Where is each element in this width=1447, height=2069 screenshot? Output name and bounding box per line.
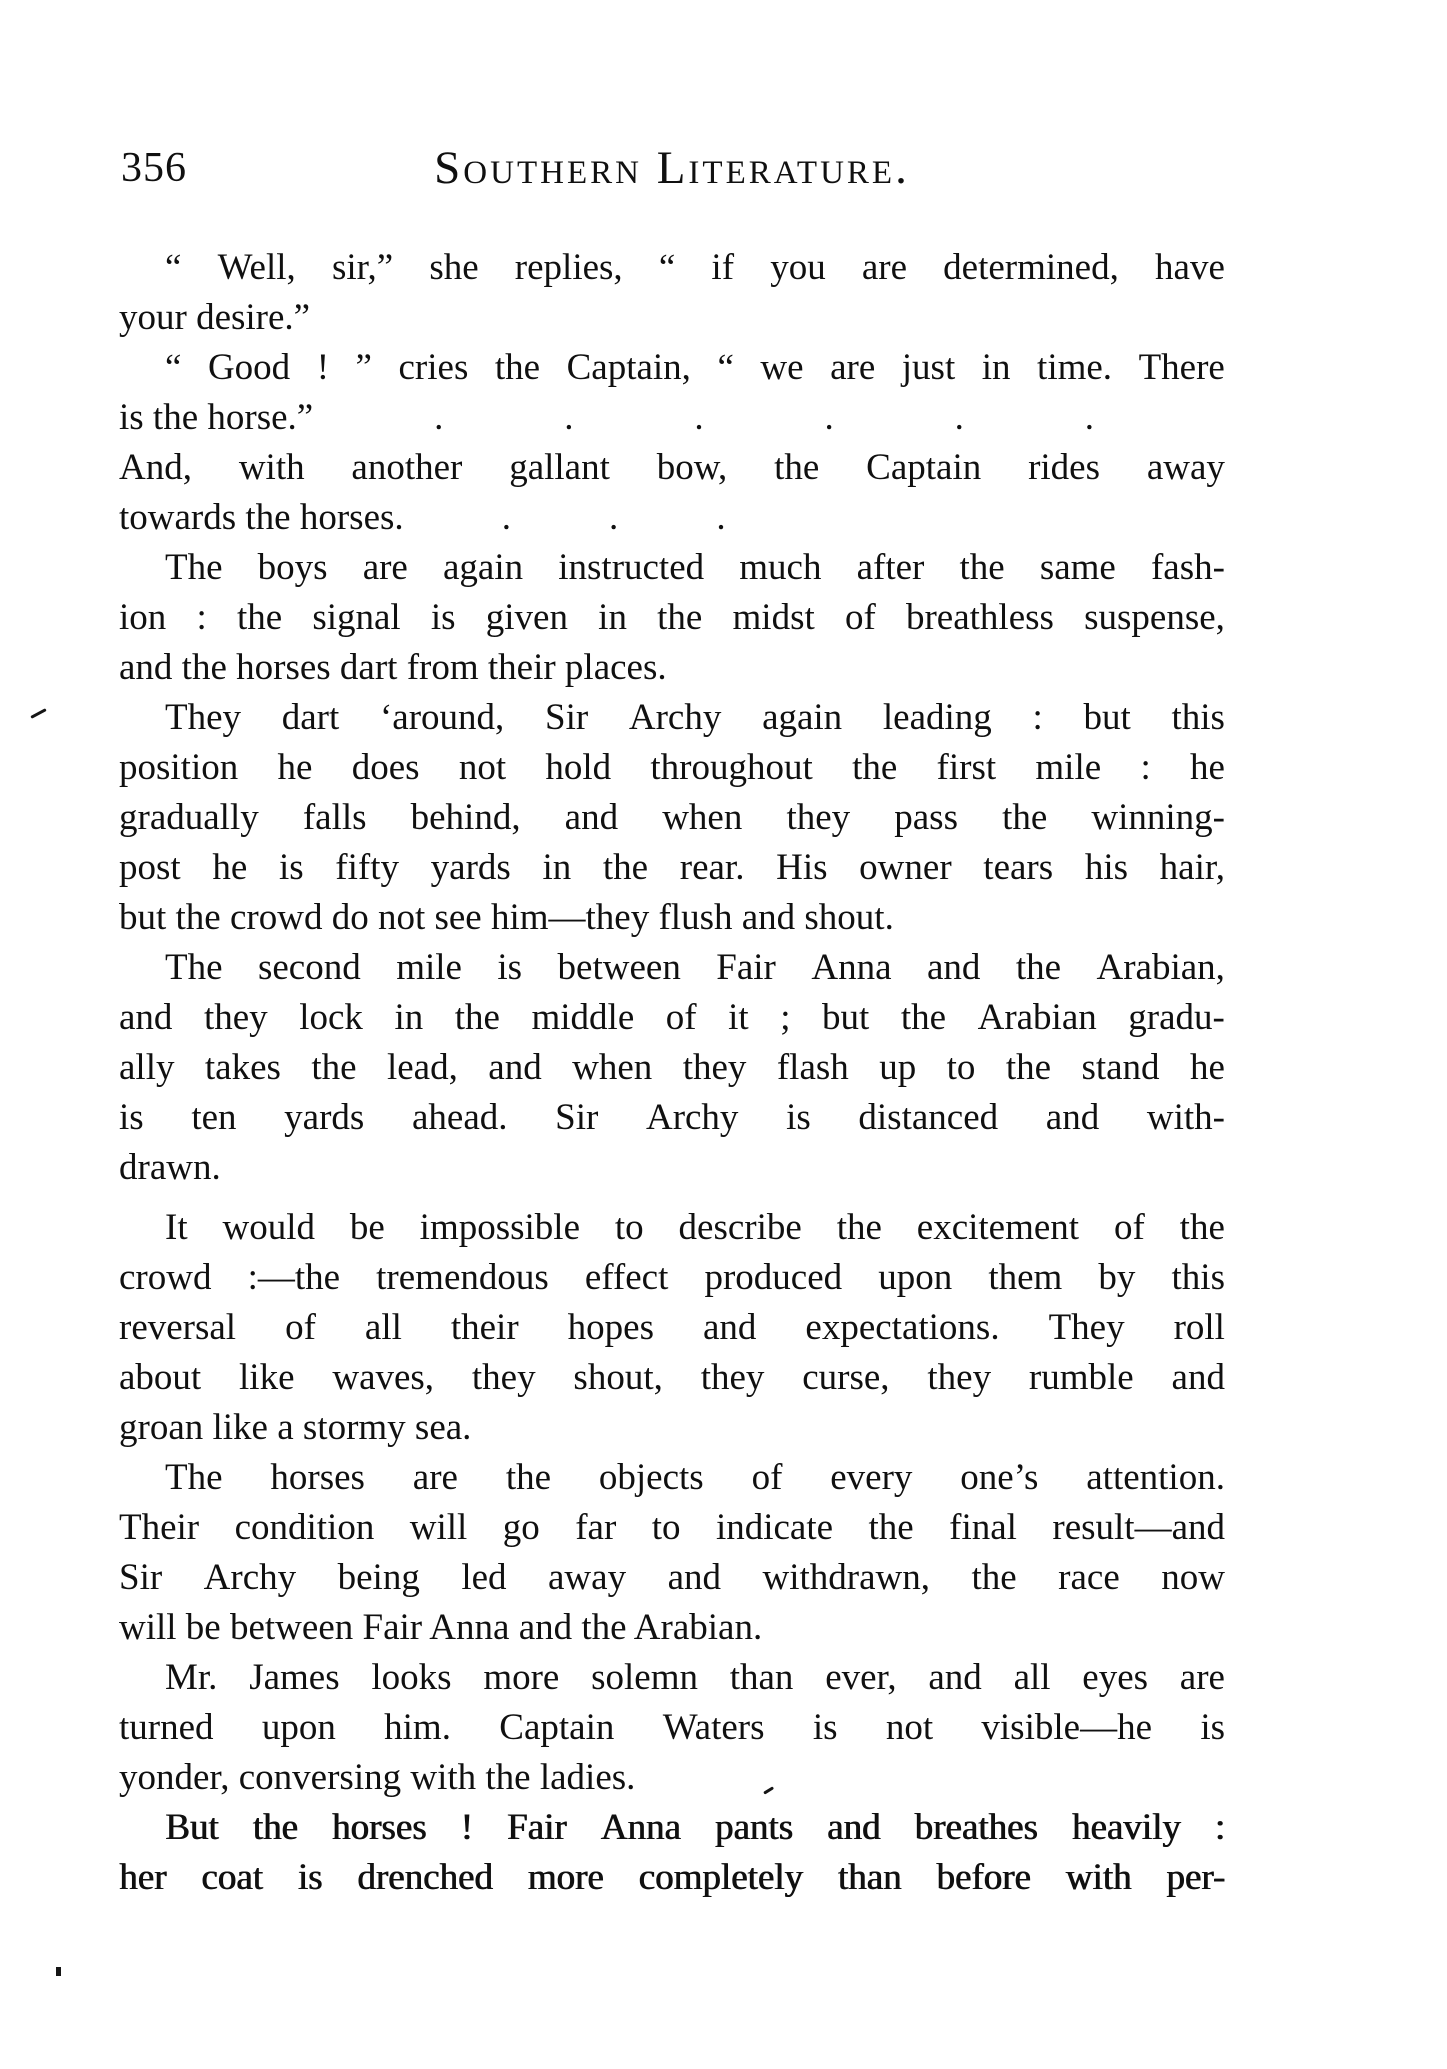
text-line: “ Good ! ” cries the Captain, “ we are just in time. There bbox=[165, 347, 1225, 388]
text-line: reversal of all their hopes and expectations. They roll bbox=[119, 1307, 1225, 1348]
bottom-left-speck bbox=[56, 1967, 61, 1976]
text-line-fragment: towards the horses. bbox=[119, 497, 404, 538]
ellipsis-dot: . bbox=[694, 397, 704, 438]
text-line: her coat is drenched more completely than before with per- bbox=[119, 1857, 1225, 1898]
text-line: Mr. James looks more solemn than ever, and all eyes are bbox=[165, 1657, 1225, 1698]
text-line: crowd :—the tremendous effect produced upon them by this bbox=[119, 1257, 1225, 1298]
ellipsis-dot: . bbox=[1084, 397, 1095, 438]
text-line: The second mile is between Fair Anna and the Arabian, bbox=[165, 947, 1225, 988]
text-line: post he is fifty yards in the rear. His owner tears his hair, bbox=[119, 847, 1225, 888]
text-line-fragment: is the horse.” bbox=[119, 397, 314, 438]
text-line: gradually falls behind, and when they pass the winning- bbox=[119, 797, 1225, 838]
text-line bbox=[119, 493, 1225, 543]
text-line: It would be impossible to describe the excitement of the bbox=[165, 1207, 1225, 1248]
ellipsis-dot: . bbox=[501, 497, 511, 538]
text-line: will be between Fair Anna and the Arabian. bbox=[119, 1607, 763, 1648]
text-line: The horses are the objects of every one’s attention. bbox=[165, 1457, 1225, 1498]
left-margin-mark bbox=[30, 708, 46, 719]
page-number: 356 bbox=[121, 145, 187, 191]
page-title: Southern Literature. bbox=[434, 142, 910, 194]
text-line: ion : the signal is given in the midst of breathless suspense, bbox=[119, 597, 1225, 638]
text-line: groan like a stormy sea. bbox=[119, 1407, 472, 1448]
text-line: ally takes the lead, and when they flash up to the stand he bbox=[119, 1047, 1225, 1088]
ellipsis-dot: . bbox=[954, 397, 964, 438]
text-line: But the horses ! Fair Anna pants and breathes heavily : bbox=[165, 1807, 1225, 1848]
text-line: but the crowd do not see him—they flush and shout. bbox=[119, 897, 894, 938]
ellipsis-dot: . bbox=[564, 397, 574, 438]
text-line: drawn. bbox=[119, 1147, 221, 1188]
text-line bbox=[119, 393, 1225, 443]
text-line: And, with another gallant bow, the Captain rides away bbox=[119, 447, 1225, 488]
text-line: and they lock in the middle of it ; but the Arabian gradu- bbox=[119, 997, 1225, 1038]
ellipsis-dot: . bbox=[716, 497, 726, 538]
ellipsis-dot: . bbox=[824, 397, 834, 438]
text-line: Sir Archy being led away and withdrawn, the race now bbox=[119, 1557, 1225, 1598]
text-line: is ten yards ahead. Sir Archy is distanced and with- bbox=[119, 1097, 1225, 1138]
text-line: and the horses dart from their places. bbox=[119, 647, 667, 688]
text-line: position he does not hold throughout the first mile : he bbox=[119, 747, 1225, 788]
page-body bbox=[119, 243, 1225, 1903]
text-line: turned upon him. Captain Waters is not visible—he is bbox=[119, 1707, 1225, 1748]
text-line: your desire.” bbox=[119, 297, 311, 338]
text-line: about like waves, they shout, they curse, they rumble and bbox=[119, 1357, 1225, 1398]
text-line: “ Well, sir,” she replies, “ if you are determined, have bbox=[165, 247, 1225, 288]
text-line: They dart ‘around, Sir Archy again leading : but this bbox=[165, 697, 1225, 738]
ellipsis-dot: . bbox=[434, 397, 444, 438]
ellipsis-dots bbox=[313, 393, 1225, 443]
page-header bbox=[119, 138, 1225, 198]
ellipsis-dot: . bbox=[609, 497, 619, 538]
text-line: The boys are again instructed much after the same fash- bbox=[165, 547, 1225, 588]
text-line: Their condition will go far to indicate the final result—and bbox=[119, 1507, 1225, 1548]
text-line: yonder, conversing with the ladies. bbox=[119, 1757, 636, 1798]
ellipsis-dots bbox=[404, 493, 824, 543]
